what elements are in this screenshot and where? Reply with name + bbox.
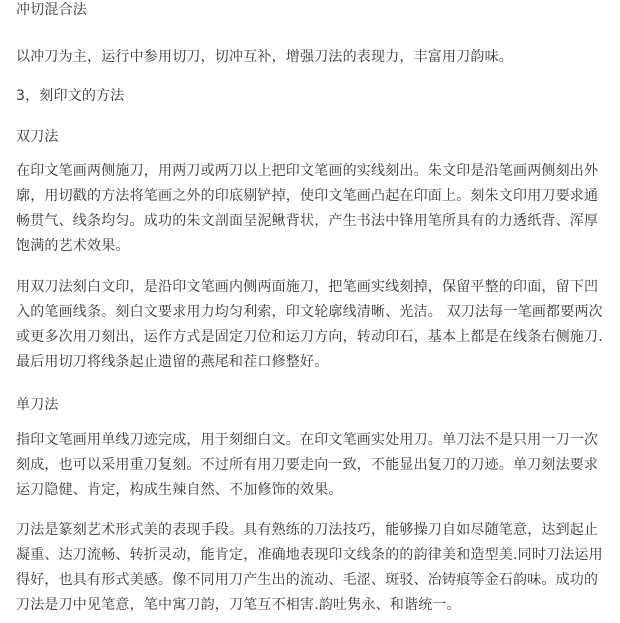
mixed-method-text: 以冲刀为主，运行中参用切刀，切冲互补，增强刀法的表现力，丰富用刀韵味。 [16, 49, 513, 65]
paragraph-line: 饱满的艺术效果。 [16, 238, 130, 254]
paragraph-line: 刀法是刀中见笔意，笔中寓刀韵，刀笔互不相害.韵吐隽永、和谐统一。 [16, 597, 461, 613]
paragraph-line: 刀法是篆刻艺术形式美的表现手段。具有熟练的刀法技巧，能够操刀自如尽随笔意，达到起止 [16, 522, 599, 538]
paragraph-line: 畅贯气、线条均匀。成功的朱文剖面呈泥鳅背状，产生书法中锋用笔所具有的力透纸背、浑厚 [16, 213, 599, 229]
paragraph-line: 运刀隐健、肯定，构成生辣自然、不加修饰的效果。 [16, 482, 343, 498]
paragraph-single-knife [16, 428, 608, 503]
paragraph-line: 得好，也具有形式美感。像不同用刀产生出的流动、毛涩、斑驳、冶铸痕等金石韵味。成功的 [16, 572, 599, 588]
paragraph-double-knife-baiwen [16, 275, 608, 375]
paragraph-line: 刻成，也可以采用重刀复刻。不过所有用刀要走向一致，不能显出复刀的刀迹。单刀刻法要求 [16, 457, 599, 473]
paragraph-line: 凝重、达刀流畅、转折灵动，能肯定，准确地表现印文线条的的韵律美和造型美.同时刀法运用 [16, 547, 603, 563]
single-knife-heading: 单刀法 [16, 397, 59, 413]
paragraph-line: 在印文笔画两侧施刀，用两刀或两刀以上把印文笔画的实线刻出。朱文印是沿笔画两侧刻出外 [16, 163, 599, 179]
paragraph-line: 用双刀法刻白文印，是沿印文笔画内侧两面施刀，把笔画实线刻掉，保留平整的印面，留下凹 [16, 279, 599, 295]
section-title: 3，刻印文的方法 [16, 88, 125, 104]
paragraph-double-knife-zhuwen [16, 159, 608, 259]
paragraph-line: 或更多次用刀刻出，运作方式是固定刀位和运刀方向，转动印石，基本上都是在线条右侧施刀. [16, 329, 603, 345]
paragraph-line: 廓，用切戳的方法将笔画之外的印底剔铲掉，使印文笔画凸起在印面上。刻朱文印用刀要求通 [16, 188, 599, 204]
paragraph-line: 指印文笔画用单线刀迹完成，用于刻细白文。在印文笔画实处用刀。单刀法不是只用一刀一次 [16, 432, 599, 448]
paragraph-line: 最后用切刀将线条起止遗留的燕尾和茬口修整好。 [16, 354, 329, 370]
mixed-method-heading: 冲切混合法 [16, 2, 87, 18]
paragraph-line: 入的笔画线条。刻白文要求用力均匀利索，印文轮廓线清晰、光洁。 双刀法每一笔画都要两次 [16, 304, 603, 320]
double-knife-heading: 双刀法 [16, 129, 59, 145]
paragraph-knife-technique [16, 518, 608, 618]
